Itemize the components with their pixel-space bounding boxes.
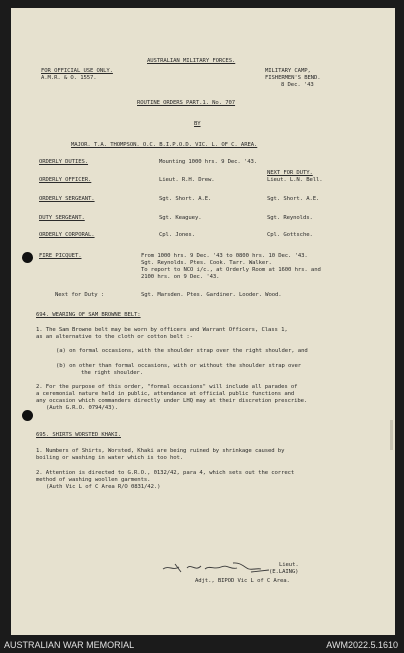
duty-label-orderly-officer: ORDERLY OFFICER. (39, 177, 92, 183)
duty-label-duty-sergeant: DUTY SERGEANT. (39, 215, 85, 221)
next-for-duty-heading: NEXT FOR DUTY. (267, 170, 313, 176)
mounting-time: Mounting 1000 hrs. 9 Dec. '43. (159, 159, 258, 165)
fire-picquet-line4: 2100 hrs. on 9 Dec. '43. (141, 274, 220, 280)
footer-institution: AUSTRALIAN WAR MEMORIAL (4, 640, 135, 650)
fire-picquet-line2: Sgt. Reynolds. Ptes. Cook. Tarr. Walker. (141, 260, 272, 266)
duty-current-orderly-corporal: Cpl. Jones. (159, 232, 195, 238)
section-694-b-line1: (b) on other than formal occasions, with or without the shoulder strap over (56, 363, 302, 369)
section-694-b-line2: the right shoulder. (81, 370, 144, 376)
duty-next-orderly-officer: Lieut. L.N. Bell. (267, 177, 323, 183)
footer-accession-number: AWM2022.5.1610 (326, 640, 398, 650)
duty-next-orderly-corporal: Cpl. Gottsche. (267, 232, 313, 238)
punch-hole-lower (22, 410, 33, 421)
amr-reference: A.M.R. & O. 1557. (41, 75, 97, 81)
section-694-auth: (Auth G.R.O. 0794/43). (46, 405, 118, 411)
fire-picquet-line1: From 1000 hrs. 9 Dec. '43 to 0800 hrs. 10 Dec. '43. (141, 253, 308, 259)
duty-next-duty-sergeant: Sgt. Reynolds. (267, 215, 313, 221)
section-694-p1-line1: 1. The Sam Browne belt may be worn by officers and Warrant Officers, Class 1, (36, 327, 288, 333)
section-694-p2-line1: 2. For the purpose of this order, "formal occasions" will include all parades of (36, 384, 298, 390)
orders-title: ROUTINE ORDERS PART.1. No. 707 (137, 100, 236, 106)
punch-hole-upper (22, 252, 33, 263)
duty-label-orderly-corporal: ORDERLY CORPORAL. (39, 232, 95, 238)
section-695-p1-line2: boiling or washing in water which is too hot. (36, 455, 184, 461)
section-694-heading: 694. WEARING OF SAM BROWNE BELT: (36, 312, 141, 318)
fire-picquet-next-value: Sgt. Marsden. Ptes. Gardiner. Looder. Wood. (141, 292, 282, 298)
signature-name: (E.LAING) (269, 569, 299, 575)
fire-picquet-label: FIRE PICQUET. (39, 253, 82, 259)
duty-label-orderly-sergeant: ORDERLY SERGEANT. (39, 196, 95, 202)
duty-current-duty-sergeant: Sgt. Keaguey. (159, 215, 202, 221)
fire-picquet-next-label: Next for Duty : (55, 292, 105, 298)
camp-location: FISHERMEN'S BEND. (265, 75, 321, 81)
section-694-p2-line3: any occasion which commanders directly under LHQ may at their discretion prescribe. (36, 398, 308, 404)
section-695-p1-line1: 1. Numbers of Shirts, Worsted, Khaki are being ruined by shrinkage caused by (36, 448, 285, 454)
duty-current-orderly-officer: Lieut. R.H. Drew. (159, 177, 215, 183)
section-694-p2-line2: a ceremonial nature held in public, attendance at official public functions and (36, 391, 295, 397)
archive-footer (0, 637, 404, 653)
orderly-duties-label: ORDERLY DUTIES. (39, 159, 89, 165)
handwritten-signature (161, 560, 273, 574)
camp-name: MILITARY CAMP, (265, 68, 311, 74)
document-title: AUSTRALIAN MILITARY FORCES. (147, 58, 236, 64)
duty-next-orderly-sergeant: Sgt. Short. A.E. (267, 196, 320, 202)
duty-current-orderly-sergeant: Sgt. Short. A.E. (159, 196, 212, 202)
section-694-p1-line2: as an alternative to the cloth or cotton belt :- (36, 334, 193, 340)
section-694-a-line1: (a) on formal occasions, with the shoulder strap over the right shoulder, and (56, 348, 308, 354)
section-695-heading: 695. SHIRTS WORSTED KHAKI. (36, 432, 121, 438)
paper-mark (390, 420, 393, 450)
section-695-p2-line1: 2. Attention is directed to G.R.O., 0132/42, para 4, which sets out the correct (36, 470, 295, 476)
section-695-p2-line2: method of washing woollen garments. (36, 477, 151, 483)
document-page (11, 8, 395, 635)
official-use-line: FOR OFFICIAL USE ONLY. (41, 68, 113, 74)
issuer-line: MAJOR. T.A. THOMPSON. O.C. B.I.P.O.D. VIC. L. OF C. AREA. (71, 142, 258, 148)
signature-position: Adjt., BIPOD Vic L of C Area. (195, 578, 290, 584)
fire-picquet-line3: To report to NCO i/c., at Orderly Room at 1600 hrs. and (141, 267, 321, 273)
by-line: BY (194, 121, 201, 127)
document-date: 8 Dec. '43 (281, 82, 314, 88)
section-695-auth: (Auth Vic L of C Area R/O 0831/42.) (46, 484, 161, 490)
signature-rank: Lieut. (279, 562, 299, 568)
